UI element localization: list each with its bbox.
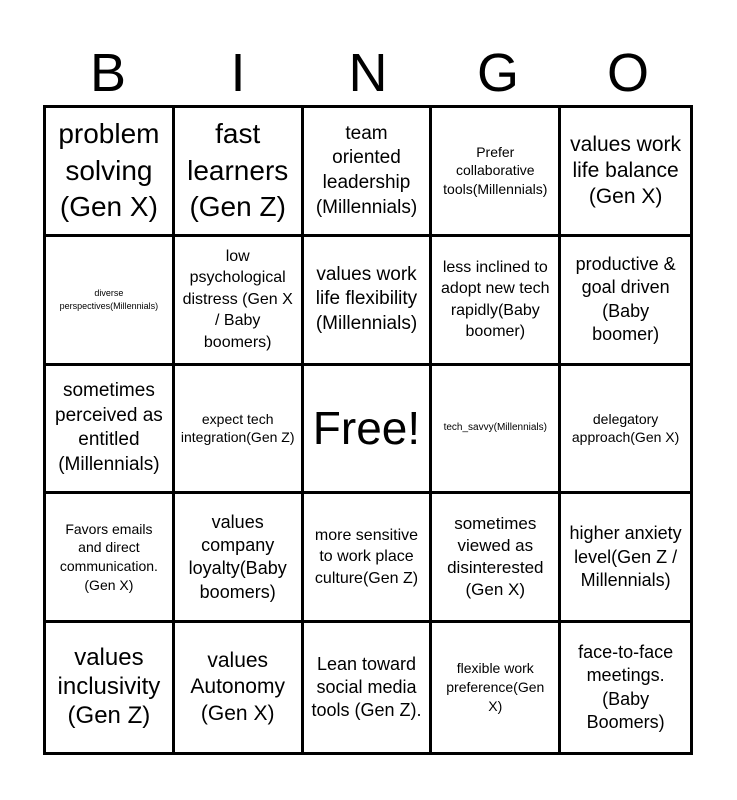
bingo-cell[interactable]: values inclusivity (Gen Z) bbox=[46, 623, 175, 752]
bingo-cell[interactable]: problem solving (Gen X) bbox=[46, 108, 175, 237]
header-letter-g: G bbox=[476, 43, 519, 103]
bingo-cell[interactable]: values work life balance (Gen X) bbox=[561, 108, 690, 237]
bingo-cell[interactable]: flexible work preference(Gen X) bbox=[432, 623, 561, 752]
bingo-cell[interactable]: values company loyalty(Baby boomers) bbox=[175, 494, 304, 623]
bingo-cell[interactable]: sometimes perceived as entitled (Millennials) bbox=[46, 366, 175, 495]
bingo-cell[interactable]: expect tech integration(Gen Z) bbox=[175, 366, 304, 495]
bingo-cell[interactable]: delegatory approach(Gen X) bbox=[561, 366, 690, 495]
bingo-cell[interactable]: more sensitive to work place culture(Gen Z) bbox=[304, 494, 433, 623]
header-letter-o: O bbox=[606, 43, 649, 103]
bingo-cell[interactable]: higher anxiety level(Gen Z / Millennials) bbox=[561, 494, 690, 623]
bingo-header bbox=[43, 38, 693, 108]
bingo-cell[interactable]: sometimes viewed as disinterested (Gen X) bbox=[432, 494, 561, 623]
bingo-cell[interactable]: face-to-face meetings.(Baby Boomers) bbox=[578, 641, 674, 732]
bingo-cell[interactable]: values Autonomy (Gen X) bbox=[175, 623, 304, 752]
free-space-cell[interactable]: Free! bbox=[304, 366, 433, 495]
bingo-cell[interactable]: less inclined to adopt new tech rapidly(Baby boomer) bbox=[432, 237, 561, 366]
bingo-cell[interactable]: fast learners (Gen Z) bbox=[175, 108, 304, 237]
header-letter-i: I bbox=[230, 43, 246, 103]
bingo-cell[interactable]: low psychological distress (Gen X / Baby boomers) bbox=[175, 237, 304, 366]
bingo-cell[interactable]: team oriented leadership (Millennials) bbox=[304, 108, 433, 237]
bingo-cell[interactable]: diverse perspectives(Millennials) bbox=[46, 237, 175, 366]
bingo-cell[interactable]: values work life flexibility (Millennials) bbox=[304, 237, 433, 366]
header-letter-n: N bbox=[348, 43, 388, 103]
bingo-cell[interactable]: Lean toward social media tools (Gen Z). bbox=[304, 623, 433, 752]
bingo-cell[interactable]: Prefer collaborative tools(Millennials) bbox=[432, 108, 561, 237]
bingo-board bbox=[43, 105, 693, 755]
bingo-cell[interactable]: productive & goal driven (Baby boomer) bbox=[561, 237, 690, 366]
bingo-cell[interactable]: Favors emails and direct communication.(Gen X) bbox=[46, 494, 175, 623]
bingo-cell[interactable]: tech_savvy(Millennials) bbox=[432, 366, 561, 495]
header-letter-b: B bbox=[89, 43, 127, 103]
